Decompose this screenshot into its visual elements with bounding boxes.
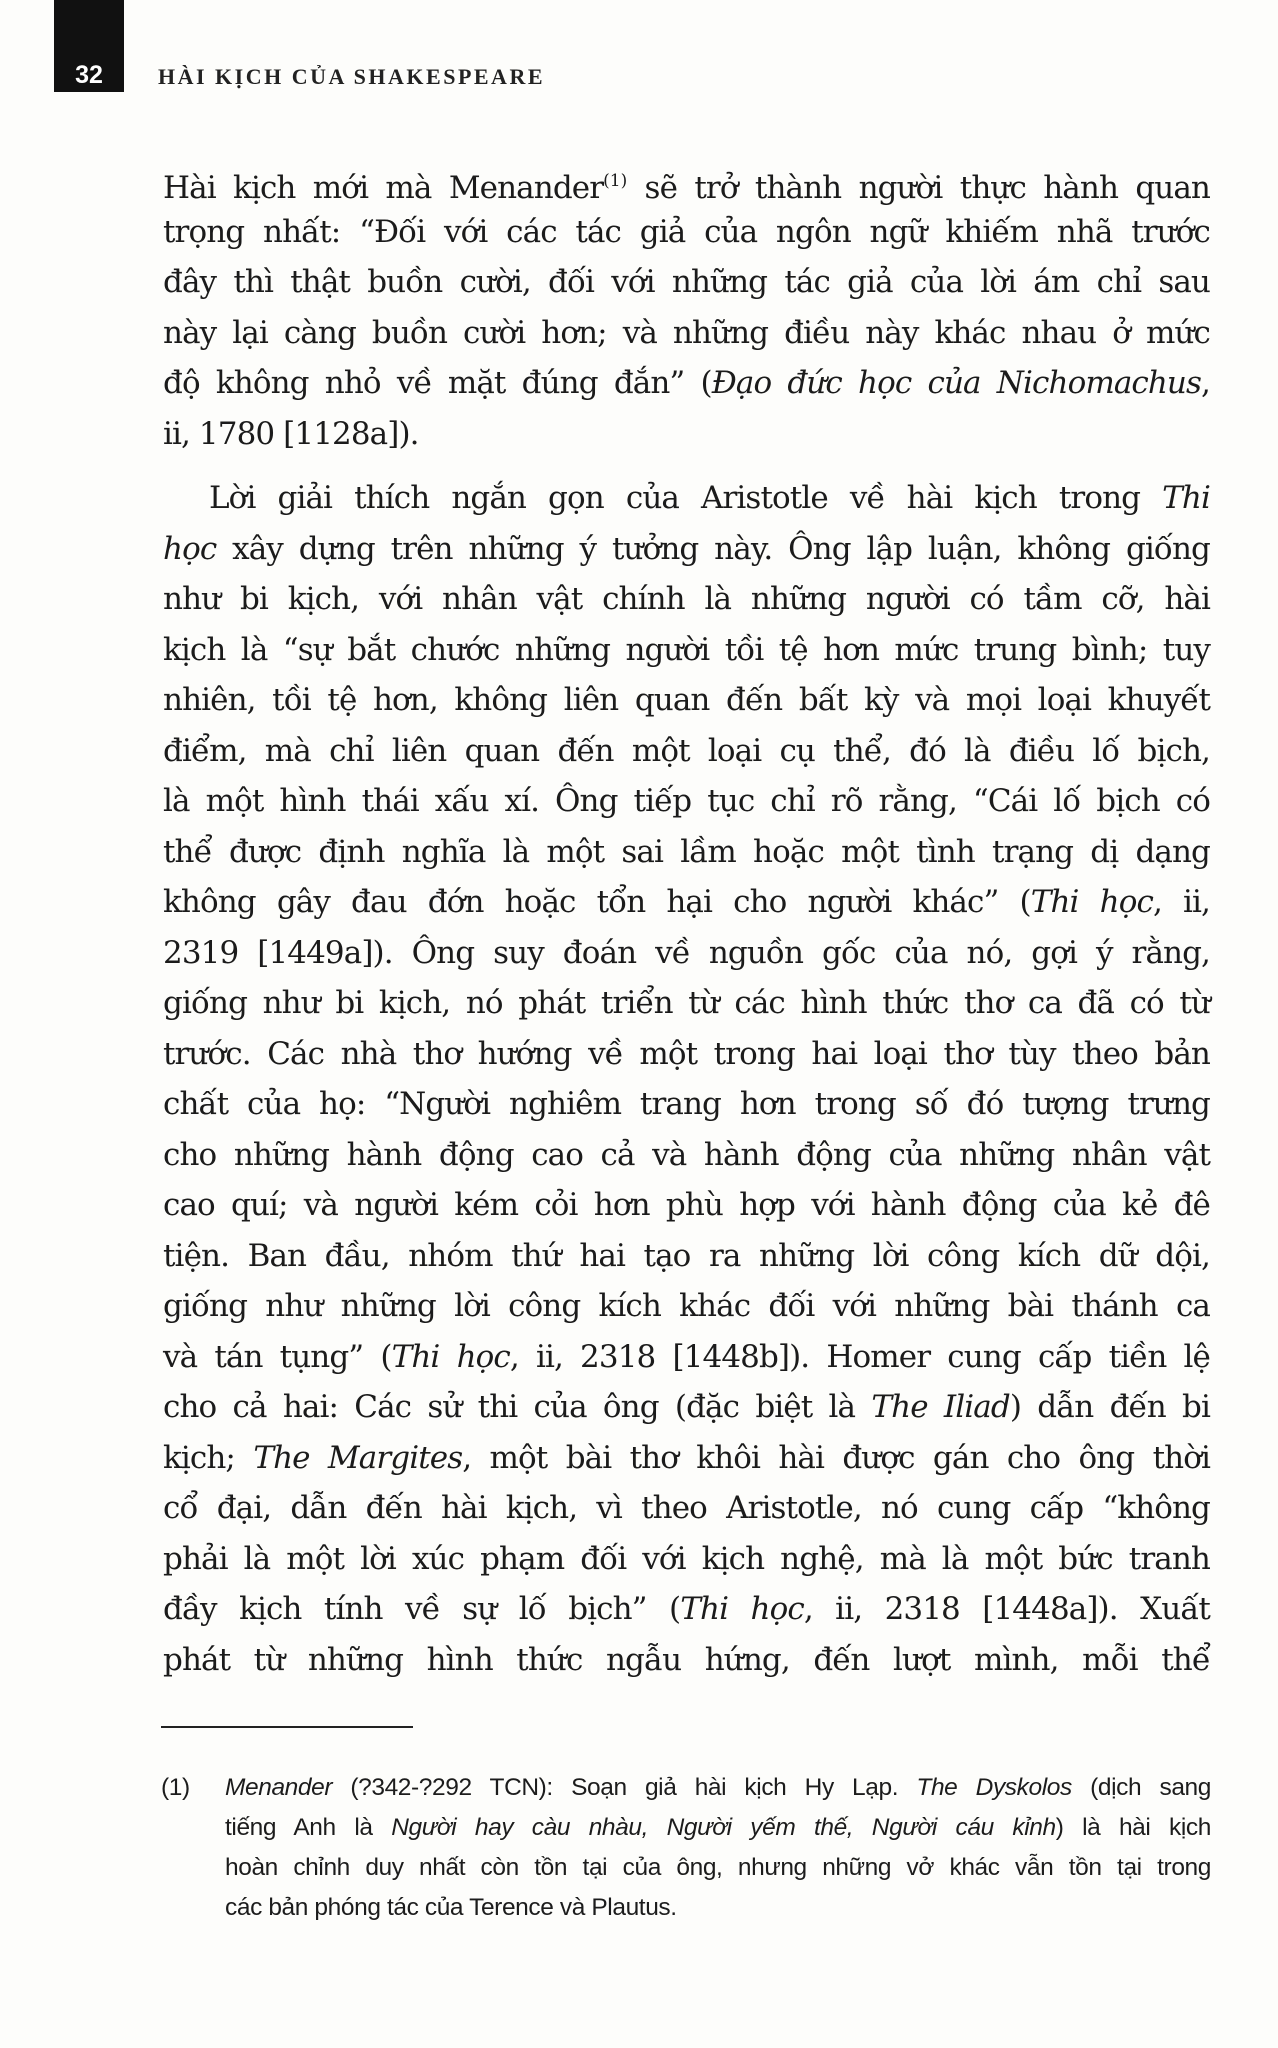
text-line [163, 409, 1210, 460]
text-run: độ không nhỏ về mặt đúng đắn” ( [163, 365, 712, 401]
text-run: , ii, [1152, 884, 1210, 920]
text-line [163, 207, 1210, 258]
italic-run: học [163, 530, 217, 567]
italic-run: Thi học [680, 1591, 804, 1627]
text-line [163, 928, 1210, 979]
text-run: , ii, 2318 [1448b]). Homer cung cấp tiền lệ [509, 1338, 1210, 1375]
text-line [163, 1180, 1210, 1231]
text-run: cho cả hai: Các sử thi của ông (đặc biệt là [163, 1389, 872, 1425]
text-run: cho những hành động cao cả và hành động của những nhân vật [163, 1136, 1210, 1173]
text-run: này lại càng buồn cười hơn; và những điều này khác nhau ở mức [163, 314, 1210, 351]
page-number: 32 [75, 61, 103, 89]
text-run: như bi kịch, với nhân vật chính là những người có tầm cỡ, hài [163, 581, 1210, 617]
text-run: phải là một lời xúc phạm đối với kịch nghệ, mà là một bức tranh [163, 1540, 1210, 1577]
text-line [225, 1848, 1211, 1888]
text-run: cổ đại, dẫn đến hài kịch, vì theo Aristotle, nó cung cấp “không [163, 1490, 1210, 1526]
paragraph-1 [163, 156, 1210, 459]
text-line [163, 257, 1210, 308]
text-line [163, 827, 1210, 878]
text-run: cao quí; và người kém cỏi hơn phù hợp với hành động của kẻ đê [163, 1187, 1210, 1223]
text-run: không gây đau đớn hoặc tổn hại cho người khác” ( [163, 884, 1031, 920]
italic-run: Thi [1162, 480, 1210, 516]
text-run: kịch; [163, 1439, 254, 1476]
text-line [163, 473, 1210, 524]
footnote-divider [161, 1726, 413, 1728]
text-run: sẽ trở thành người thực hành quan [627, 170, 1210, 206]
text-line [163, 1433, 1210, 1484]
text-line [163, 1231, 1210, 1282]
italic-run: The Margites [253, 1439, 463, 1476]
text-line [163, 156, 1210, 207]
italic-run: The Iliad [871, 1389, 1010, 1425]
running-title: HÀI KỊCH CỦA SHAKESPEARE [158, 64, 546, 89]
text-run: đây thì thật buồn cười, đối với những tác giả của lời ám chỉ sau [163, 264, 1210, 300]
text-line [163, 1584, 1210, 1635]
text-run: các bản phóng tác của Terence và Plautus. [225, 1894, 677, 1921]
italic-run: The Dyskolos [916, 1774, 1072, 1801]
text-line [163, 726, 1210, 777]
text-run: xây dựng trên những ý tưởng này. Ông lập luận, không giống [216, 530, 1210, 567]
text-line [163, 308, 1210, 359]
text-run: hoàn chỉnh duy nhất còn tồn tại của ông, nhưng những vở khác vẫn tồn tại trong [225, 1854, 1211, 1881]
body-text [163, 156, 1210, 1685]
text-run: giống như bi kịch, nó phát triển từ các hình thức thơ ca đã có từ [163, 985, 1210, 1021]
italic-run: Menander [225, 1774, 333, 1801]
text-line [163, 625, 1210, 676]
paragraph-gap [163, 459, 1210, 473]
text-run: nhiên, tồi tệ hơn, không liên quan đến bất kỳ và mọi loại khuyết [163, 682, 1210, 718]
text-line [163, 877, 1210, 928]
text-line [225, 1888, 1211, 1928]
text-run: giống như những lời công kích khác đối với những bài thánh ca [163, 1288, 1210, 1324]
text-run: (dịch sang [1071, 1774, 1211, 1801]
footnote-reference: (1) [603, 171, 628, 191]
text-line [163, 675, 1210, 726]
text-run: Lời giải thích ngắn gọn của Aristotle về hài kịch trong [209, 480, 1163, 516]
text-run: chất của họ: “Người nghiêm trang hơn trong số đó tượng trưng [163, 1086, 1210, 1122]
text-run: và tán tụng” ( [163, 1338, 392, 1375]
text-run: ) dẫn đến bi [1009, 1389, 1210, 1425]
text-run: Hài kịch mới mà Menander [163, 170, 604, 206]
text-run: ) là hài kịch [1055, 1814, 1211, 1841]
text-line [163, 1483, 1210, 1534]
footnote-marker: (1) [161, 1774, 190, 1801]
text-run: (?342-?292 TCN): Soạn giả hài kịch Hy Lạp. [332, 1774, 917, 1801]
text-line [163, 1332, 1210, 1383]
text-line [163, 1281, 1210, 1332]
text-line [163, 1130, 1210, 1181]
footnote-1 [161, 1768, 1211, 1928]
text-run: tiếng Anh là [225, 1814, 392, 1841]
text-run: điểm, mà chỉ liên quan đến một loại cụ thể, đó là điều lố bịch, [163, 732, 1210, 769]
text-line [163, 524, 1210, 575]
text-line [163, 1382, 1210, 1433]
text-run: là một hình thái xấu xí. Ông tiếp tục chỉ rõ rằng, “Cái lố bịch có [163, 783, 1210, 819]
text-run: trọng nhất: “Đối với các tác giả của ngôn ngữ khiếm nhã trước [163, 213, 1210, 250]
text-line [163, 1079, 1210, 1130]
text-run: ii, 1780 [1128a]). [163, 415, 419, 452]
paragraph-2 [163, 473, 1210, 1685]
text-line [163, 776, 1210, 827]
text-run: thể được định nghĩa là một sai lầm hoặc một tình trạng dị dạng [163, 833, 1210, 870]
footnote-body [225, 1768, 1211, 1928]
text-line [163, 1029, 1210, 1080]
text-run: , [1201, 365, 1210, 401]
text-line [163, 1534, 1210, 1585]
text-run: đầy kịch tính về sự lố bịch” ( [163, 1591, 681, 1627]
text-line [163, 574, 1210, 625]
italic-run: Thi học [1030, 884, 1153, 920]
text-run: 2319 [1449a]). Ông suy đoán về nguồn gốc của nó, gợi ý rằng, [163, 934, 1210, 971]
text-run: kịch là “sự bắt chước những người tồi tệ hơn mức trung bình; tuy [163, 631, 1210, 668]
text-run: , ii, 2318 [1448a]). Xuất [803, 1591, 1210, 1627]
text-line [163, 358, 1210, 409]
text-line [163, 1635, 1210, 1686]
text-run: tiện. Ban đầu, nhóm thứ hai tạo ra những lời công kích dữ dội, [163, 1237, 1210, 1274]
italic-run: Thi học [391, 1338, 510, 1375]
italic-run: Đạo đức học của Nichomachus [711, 365, 1202, 401]
text-run: phát từ những hình thức ngẫu hứng, đến lượt mình, mỗi thể [163, 1641, 1210, 1678]
text-line [225, 1768, 1211, 1808]
italic-run: Người hay càu nhàu, Người yếm thế, Người cáu kỉnh [391, 1814, 1056, 1841]
text-line [225, 1808, 1211, 1848]
text-line [163, 978, 1210, 1029]
text-run: , một bài thơ khôi hài được gán cho ông thời [462, 1439, 1210, 1476]
text-run: trước. Các nhà thơ hướng về một trong hai loại thơ tùy theo bản [163, 1035, 1210, 1072]
